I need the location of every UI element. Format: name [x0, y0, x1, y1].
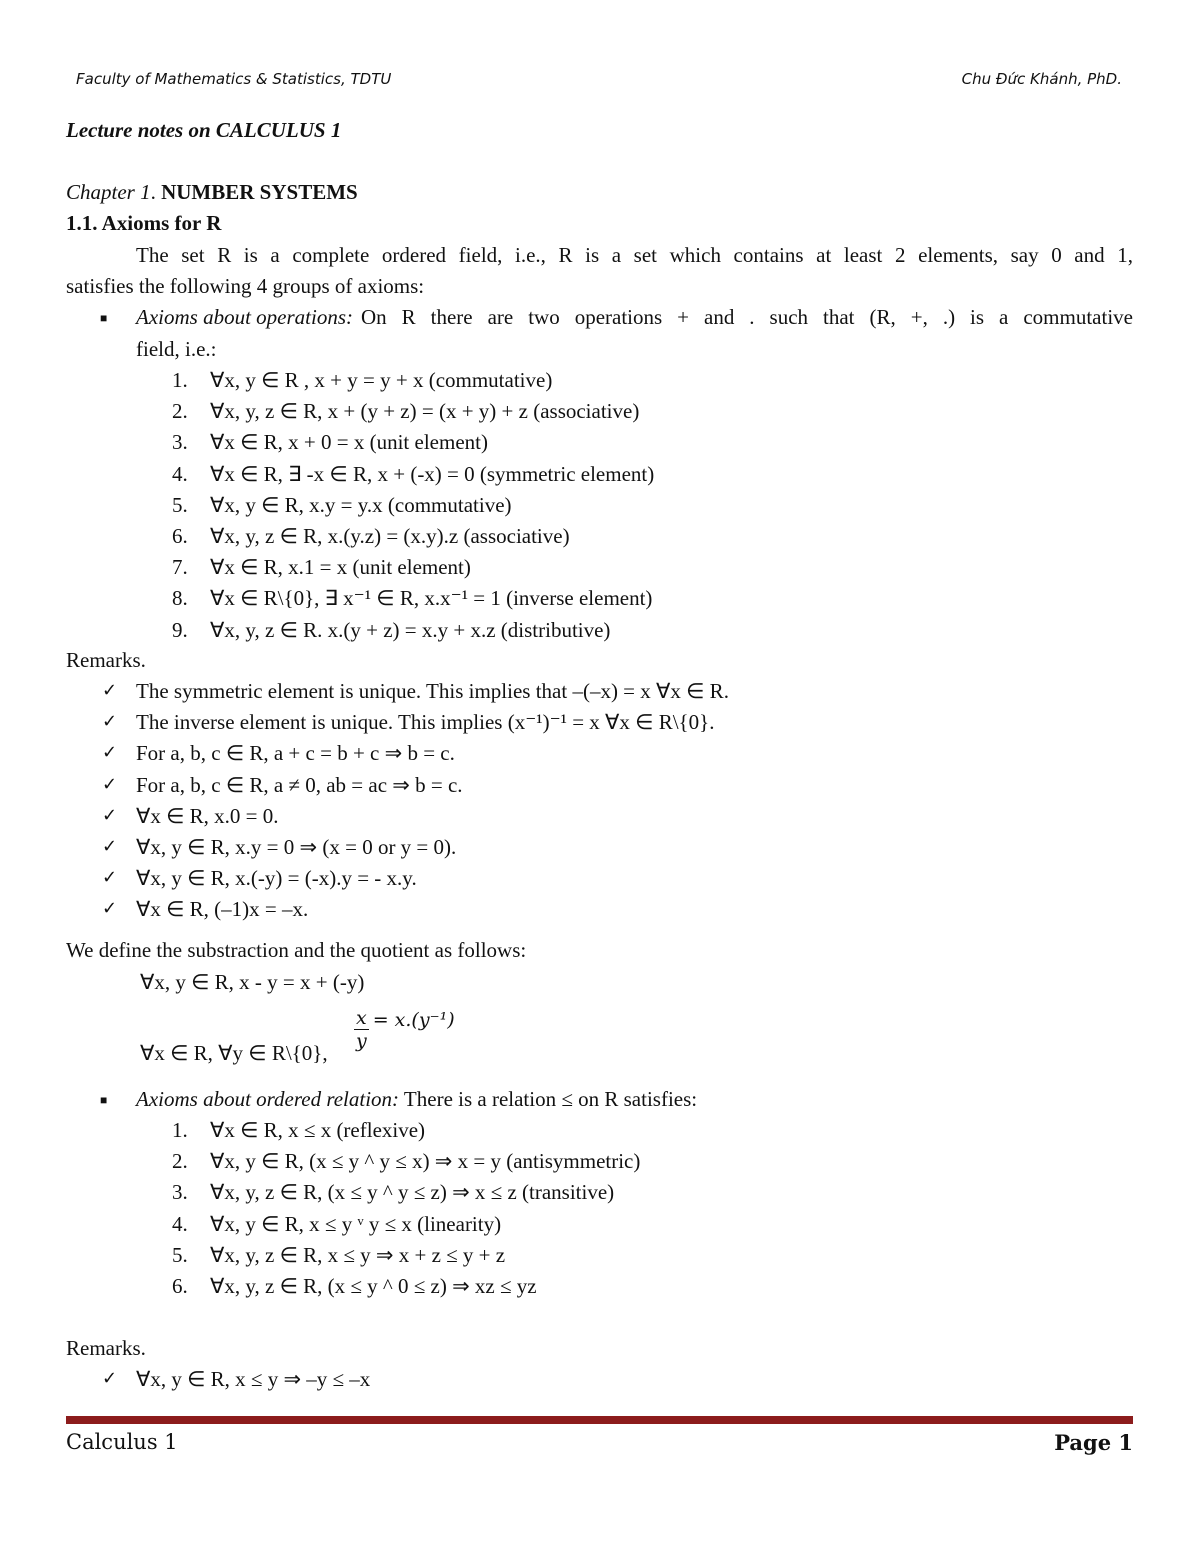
- intro-line-1: The set R is a complete ordered field, i.e., R is a set which contains at least 2 elements, say 0 and 1,: [136, 243, 1133, 267]
- list-item-text: ∀x ∈ R, x + 0 = x (unit element): [210, 430, 488, 455]
- list-number: 3.: [172, 430, 188, 455]
- checkmark-icon: ✓: [102, 742, 118, 764]
- fraction-denominator: y: [355, 1030, 367, 1052]
- list-item: [172, 399, 639, 424]
- header-left: Faculty of Mathematics & Statistics, TDTU: [76, 70, 392, 88]
- list-item: [172, 493, 512, 518]
- footer-page-number: Page 1: [1054, 1430, 1133, 1455]
- list-number: 8.: [172, 586, 188, 611]
- list-item: [172, 1243, 505, 1268]
- remark-item: ∀x ∈ R, x.0 = 0.: [136, 803, 279, 828]
- list-item-text: ∀x ∈ R\{0}, ∃ x⁻¹ ∈ R, x.x⁻¹ = 1 (inverse element): [210, 586, 653, 611]
- list-item-text: ∀x, y, z ∈ R. x.(y + z) = x.y + x.z (distributive): [210, 617, 611, 642]
- checkmark-icon: ✓: [102, 898, 118, 920]
- checkmark-icon: ✓: [102, 773, 118, 795]
- list-item-text: ∀x ∈ R, ∃ -x ∈ R, x + (-x) = 0 (symmetric element): [210, 461, 655, 486]
- list-item: [172, 1149, 640, 1174]
- list-item-text: ∀x, y ∈ R, x ≤ y ᵛ y ≤ x (linearity): [210, 1211, 502, 1236]
- list-item: [172, 1274, 537, 1299]
- quotient-fraction: [354, 1007, 369, 1052]
- operations-line: [136, 305, 1133, 330]
- list-item-text: ∀x ∈ R, x.1 = x (unit element): [210, 555, 471, 580]
- checkmark-icon: ✓: [102, 711, 118, 733]
- document-title: Lecture notes on CALCULUS 1: [66, 118, 342, 142]
- chapter-title: NUMBER SYSTEMS: [161, 180, 358, 204]
- list-item: [172, 1212, 501, 1237]
- intro-line-2: satisfies the following 4 groups of axioms:: [66, 274, 425, 298]
- define-text: We define the substraction and the quotient as follows:: [66, 938, 527, 962]
- remark-item: ∀x ∈ R, (–1)x = –x.: [136, 897, 309, 922]
- list-number: 1.: [172, 368, 188, 392]
- list-number: 6.: [172, 1274, 188, 1298]
- checkmark-icon: ✓: [102, 867, 118, 889]
- remark-item: The symmetric element is unique. This implies that –(–x) = x ∀x ∈ R.: [136, 679, 729, 703]
- chapter-label: Chapter 1: [66, 180, 151, 204]
- list-item-text: ∀x, y ∈ R , x + y = y + x (commutative): [210, 368, 553, 392]
- list-item-text: ∀x, y ∈ R, (x ≤ y ^ y ≤ x) ⇒ x = y (antisymmetric): [210, 1149, 641, 1174]
- checkmark-icon: ✓: [102, 804, 118, 826]
- list-number: 2.: [172, 399, 188, 424]
- checkmark-icon: ✓: [102, 836, 118, 857]
- section-heading: 1.1. Axioms for R: [66, 211, 222, 235]
- list-item: [172, 586, 652, 611]
- remark-item: ∀x, y ∈ R, x ≤ y ⇒ –y ≤ –x: [136, 1367, 371, 1391]
- list-item: [172, 1118, 425, 1143]
- list-number: 2.: [172, 1149, 188, 1174]
- list-item-text: ∀x, y, z ∈ R, x ≤ y ⇒ x + z ≤ y + z: [210, 1242, 506, 1267]
- checkmark-icon: ✓: [102, 1368, 118, 1389]
- quotient-formula: [354, 1007, 455, 1052]
- list-item-text: ∀x, y, z ∈ R, x.(y.z) = (x.y).z (associative): [210, 524, 570, 548]
- list-number: 5.: [172, 1242, 188, 1267]
- quotient-rhs: = x.(y⁻¹): [372, 1008, 455, 1031]
- remarks-heading-2: Remarks.: [66, 1336, 146, 1360]
- checkmark-icon: ✓: [102, 680, 118, 701]
- chapter-heading: Chapter 1. NUMBER SYSTEMS: [66, 180, 358, 204]
- list-item-text: ∀x, y, z ∈ R, (x ≤ y ^ y ≤ z) ⇒ x ≤ z (transitive): [210, 1180, 615, 1205]
- remark-item: ∀x, y ∈ R, x.(-y) = (-x).y = - x.y.: [136, 866, 417, 891]
- list-item: [172, 555, 471, 580]
- list-item-text: ∀x, y ∈ R, x.y = y.x (commutative): [210, 492, 512, 517]
- ordered-heading: Axioms about ordered relation:: [136, 1087, 400, 1111]
- list-number: 5.: [172, 492, 188, 517]
- remark-item: For a, b, c ∈ R, a + c = b + c ⇒ b = c.: [136, 741, 455, 766]
- list-item-text: ∀x, y, z ∈ R, (x ≤ y ^ 0 ≤ z) ⇒ xz ≤ yz: [210, 1274, 537, 1298]
- operations-text-2: field, i.e.:: [136, 337, 217, 361]
- list-item: [172, 368, 552, 393]
- list-number: 6.: [172, 524, 188, 548]
- list-item: [172, 462, 654, 487]
- fraction-numerator: x: [356, 1007, 367, 1029]
- footer-left: Calculus 1: [66, 1430, 178, 1454]
- list-number: 4.: [172, 461, 188, 486]
- subtraction-def: ∀x, y ∈ R, x - y = x + (-y): [140, 970, 365, 994]
- list-item: [172, 524, 570, 549]
- remarks-heading: Remarks.: [66, 648, 146, 672]
- footer-rule: [66, 1416, 1133, 1424]
- list-number: 9.: [172, 617, 188, 642]
- quotient-prefix: ∀x ∈ R, ∀y ∈ R\{0},: [140, 1041, 328, 1065]
- remark-item: The inverse element is unique. This implies (x⁻¹)⁻¹ = x ∀x ∈ R\{0}.: [136, 710, 715, 735]
- header-right: Chu Đức Khánh, PhD.: [961, 70, 1122, 88]
- list-number: 1.: [172, 1118, 188, 1142]
- remark-item: For a, b, c ∈ R, a ≠ 0, ab = ac ⇒ b = c.: [136, 772, 463, 797]
- list-item-text: ∀x ∈ R, x ≤ x (reflexive): [210, 1118, 426, 1142]
- list-item: [172, 618, 610, 643]
- ordered-text: There is a relation ≤ on R satisfies:: [403, 1087, 698, 1111]
- list-item: [172, 1180, 614, 1205]
- list-item: [172, 430, 488, 455]
- list-number: 7.: [172, 555, 188, 580]
- list-number: 3.: [172, 1180, 188, 1205]
- operations-heading: Axioms about operations:: [136, 305, 353, 329]
- list-number: 4.: [172, 1211, 188, 1236]
- bullet-icon: ■: [100, 1093, 108, 1107]
- remark-item: ∀x, y ∈ R, x.y = 0 ⇒ (x = 0 or y = 0).: [136, 835, 457, 859]
- operations-text: On R there are two operations + and . such that (R, +, .) is a commutative: [360, 305, 1133, 329]
- bullet-icon: ■: [100, 311, 108, 325]
- list-item-text: ∀x, y, z ∈ R, x + (y + z) = (x + y) + z (associative): [210, 399, 640, 424]
- ordered-line: [136, 1087, 697, 1112]
